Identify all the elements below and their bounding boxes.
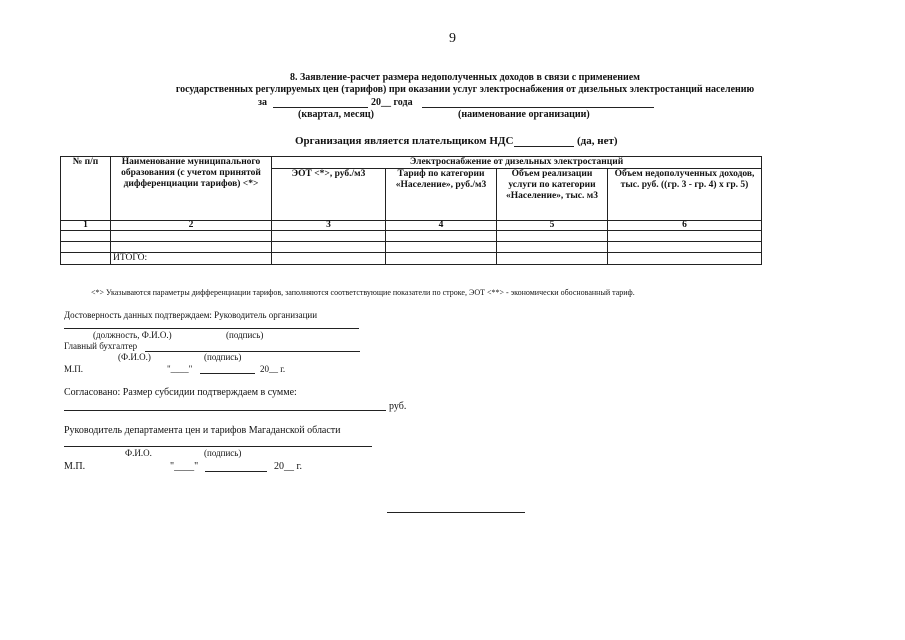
header-lost-income: Объем недополученных доходов, тыс. руб. ((гр. 3 - гр. 4) х гр. 5) — [608, 169, 762, 221]
vat-blank-line — [514, 146, 574, 147]
table-cell — [497, 242, 608, 253]
date-month-line — [200, 373, 255, 374]
header-group: Электроснабжение от дизельных электростанций — [272, 157, 762, 169]
table-cell — [497, 231, 608, 242]
table-cell — [61, 253, 111, 265]
table-cell — [386, 253, 497, 265]
header-num: № п/п — [61, 157, 111, 221]
period-caption: (квартал, месяц) — [298, 109, 374, 120]
footnote: <*> Указываются параметры дифференциации тарифов, заполняются соответствующие показатели по строке, ЭОТ <**> - экономически обоснованный тариф. — [91, 288, 635, 297]
sign-caption: (подпись) — [226, 330, 264, 340]
head-blank-line — [64, 446, 372, 447]
column-number: 1 — [61, 221, 111, 231]
column-number: 2 — [111, 221, 272, 231]
table-total-row — [61, 253, 762, 265]
column-number: 4 — [386, 221, 497, 231]
table-row — [61, 231, 762, 242]
date-day: "____" — [167, 364, 193, 374]
fio-caption: (Ф.И.О.) — [118, 352, 151, 362]
date-year: 20__ г. — [260, 364, 286, 374]
position-caption: (должность, Ф.И.О.) — [93, 330, 172, 340]
calculation-table — [60, 156, 762, 265]
vat-label: Организация является плательщиком НДС — [295, 135, 514, 147]
title-line-2: государственных регулируемых цен (тарифов) при оказании услуг электроснабжения от дизельных электростанций населению — [175, 84, 755, 95]
title-line-1: 8. Заявление-расчет размера недополученных доходов в связи с применением — [289, 72, 640, 83]
table-cell — [272, 242, 386, 253]
column-number: 6 — [608, 221, 762, 231]
table-cell — [608, 253, 762, 265]
header-eot: ЭОТ <*>, руб./м3 — [272, 169, 386, 221]
quarter-blank-line — [273, 107, 368, 108]
organization-blank-line — [422, 107, 654, 108]
table-cell — [272, 231, 386, 242]
vat-options: (да, нет) — [577, 135, 618, 147]
head-date-year: 20__ г. — [274, 461, 302, 472]
accountant-blank-line — [145, 351, 360, 352]
period-year: 20__ года — [371, 97, 413, 108]
organization-caption: (наименование организации) — [458, 109, 590, 120]
accountant-sign-caption: (подпись) — [204, 352, 242, 362]
table-cell — [111, 242, 272, 253]
table-cell — [111, 231, 272, 242]
table-row — [61, 242, 762, 253]
position-blank-line — [64, 328, 359, 329]
table-cell — [497, 253, 608, 265]
table-cell — [386, 231, 497, 242]
chief-accountant-label: Главный бухгалтер — [64, 341, 138, 351]
table-cell — [386, 242, 497, 253]
head-date-month-line — [205, 471, 267, 472]
column-number: 3 — [272, 221, 386, 231]
head-sign-caption: (подпись) — [204, 448, 242, 458]
agreement-label: Согласовано: Размер субсидии подтверждаем в сумме: — [64, 387, 297, 398]
table-cell — [608, 242, 762, 253]
header-name: Наименование муниципального образования (с учетом принятой дифференциации тарифов) <*> — [111, 157, 272, 221]
mp-label: М.П. — [64, 364, 84, 374]
period-prefix: за — [258, 97, 268, 108]
confirm-label: Достоверность данных подтверждаем: Руководитель организации — [64, 310, 318, 320]
column-number: 5 — [497, 221, 608, 231]
column-numbers-row — [61, 221, 762, 231]
department-head-label: Руководитель департамента цен и тарифов Магаданской области — [64, 425, 341, 436]
table-cell — [61, 231, 111, 242]
header-tariff: Тариф по категории «Население», руб./м3 — [386, 169, 497, 221]
table-header-row — [61, 157, 762, 169]
form-title — [120, 72, 810, 96]
total-label: ИТОГО: — [111, 253, 272, 265]
bottom-divider — [387, 512, 525, 513]
table-cell — [608, 231, 762, 242]
table-cell — [61, 242, 111, 253]
page-number: 9 — [449, 31, 456, 46]
header-volume: Объем реализации услуги по категории «Население», тыс. м3 — [497, 169, 608, 221]
table-cell — [272, 253, 386, 265]
subsidy-amount-line — [64, 410, 386, 411]
head-mp-label: М.П. — [64, 461, 86, 472]
head-date-day: "____" — [170, 461, 199, 472]
head-fio-caption: Ф.И.О. — [125, 448, 152, 458]
currency-label: руб. — [389, 401, 407, 412]
